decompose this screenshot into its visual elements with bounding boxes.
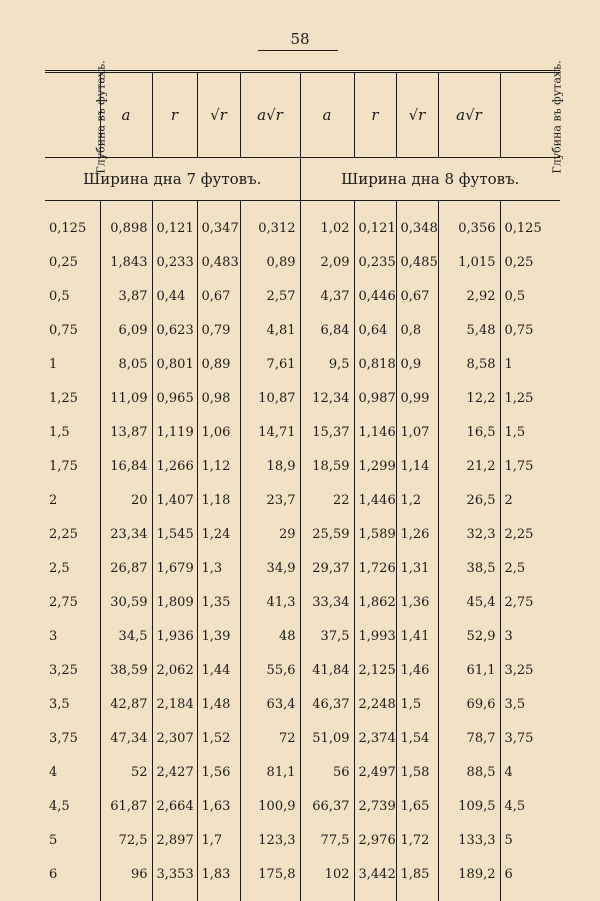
cell-a-sqrt-r-right: 0,356 bbox=[438, 211, 500, 245]
cell-a-right: 9,5 bbox=[300, 347, 354, 381]
cell-depth-left: 6 bbox=[49, 866, 58, 882]
cell-a-left: 52 bbox=[100, 755, 152, 789]
cell-depth-left: 0,25 bbox=[49, 254, 78, 270]
cell-a-right: 15,37 bbox=[300, 415, 354, 449]
cell-depth-right: 1,75 bbox=[500, 449, 560, 483]
cell-r-right: 0,64 bbox=[354, 313, 396, 347]
cell-a-left: 11,09 bbox=[100, 381, 152, 415]
cell-sqrt-r-right: 1,2 bbox=[396, 483, 438, 517]
cell-r-left: 1,936 bbox=[152, 619, 197, 653]
cell-a-sqrt-r-left: 55,6 bbox=[240, 653, 300, 687]
cell-depth-left: 2,5 bbox=[49, 560, 70, 576]
cell-depth-right: 2,5 bbox=[500, 551, 560, 585]
cell-depth-left: 2 bbox=[49, 492, 58, 508]
cell-a-sqrt-r-right: 109,5 bbox=[438, 789, 500, 823]
cell-depth-right: 4 bbox=[500, 755, 560, 789]
cell-a-sqrt-r-left: 10,87 bbox=[240, 381, 300, 415]
cell-sqrt-r-left: 0,483 bbox=[197, 245, 240, 279]
cell-r-right: 0,818 bbox=[354, 347, 396, 381]
cell-r-left: 2,664 bbox=[152, 789, 197, 823]
page-number: 58 bbox=[290, 30, 310, 48]
cell-a-right: 22 bbox=[300, 483, 354, 517]
cell-a-sqrt-r-right: 2,92 bbox=[438, 279, 500, 313]
cell-r-right: 1,862 bbox=[354, 585, 396, 619]
cell-a-right: 46,37 bbox=[300, 687, 354, 721]
spacer-cell bbox=[396, 201, 438, 212]
cell-sqrt-r-right: 0,99 bbox=[396, 381, 438, 415]
cell-sqrt-r-right: 1,58 bbox=[396, 755, 438, 789]
cell-sqrt-r-right: 1,31 bbox=[396, 551, 438, 585]
cell-a-sqrt-r-right: 16,5 bbox=[438, 415, 500, 449]
cell-r-left: 0,121 bbox=[152, 211, 197, 245]
cell-sqrt-r-left: 1,39 bbox=[197, 619, 240, 653]
spacer-cell bbox=[152, 201, 197, 212]
cell-sqrt-r-left: 1,52 bbox=[197, 721, 240, 755]
cell-depth-right: 0,125 bbox=[500, 211, 560, 245]
column-header-row bbox=[45, 72, 560, 158]
cell-depth-left: 1,5 bbox=[49, 424, 70, 440]
cell-sqrt-r-right: 1,72 bbox=[396, 823, 438, 857]
table-row bbox=[45, 347, 560, 381]
table-row bbox=[45, 857, 560, 891]
cell-a-left: 47,34 bbox=[100, 721, 152, 755]
cell-a-left: 72,5 bbox=[100, 823, 152, 857]
cell-a-right: 41,84 bbox=[300, 653, 354, 687]
spacer-cell bbox=[100, 201, 152, 212]
cell-depth-left: 4,5 bbox=[49, 798, 70, 814]
cell-a-right: 12,34 bbox=[300, 381, 354, 415]
cell-r-right: 2,497 bbox=[354, 755, 396, 789]
cell-r-right: 0,987 bbox=[354, 381, 396, 415]
cell-a-right: 66,37 bbox=[300, 789, 354, 823]
cell-r-right: 2,739 bbox=[354, 789, 396, 823]
cell-depth-left: 1,25 bbox=[49, 390, 78, 406]
table-row bbox=[45, 755, 560, 789]
cell-depth-left: 0,125 bbox=[49, 220, 87, 236]
cell-depth-right: 2 bbox=[500, 483, 560, 517]
cell-a-sqrt-r-left: 100,9 bbox=[240, 789, 300, 823]
cell-depth-left: 4 bbox=[49, 764, 58, 780]
spacer-row bbox=[45, 201, 560, 212]
cell-r-left: 2,897 bbox=[152, 823, 197, 857]
cell-a-left: 3,87 bbox=[100, 279, 152, 313]
cell-a-sqrt-r-right: 133,3 bbox=[438, 823, 500, 857]
cell-r-left: 1,119 bbox=[152, 415, 197, 449]
cell-a-left: 23,34 bbox=[100, 517, 152, 551]
cell-sqrt-r-right: 1,54 bbox=[396, 721, 438, 755]
cell-a-right: 51,09 bbox=[300, 721, 354, 755]
cell-depth-right: 4,5 bbox=[500, 789, 560, 823]
cell-a-sqrt-r-left: 0,89 bbox=[240, 245, 300, 279]
spacer-cell bbox=[197, 201, 240, 212]
cell-r-left: 1,809 bbox=[152, 585, 197, 619]
spacer-cell bbox=[300, 201, 354, 212]
table-row bbox=[45, 517, 560, 551]
cell-sqrt-r-right: 1,46 bbox=[396, 653, 438, 687]
cell-r-right: 0,446 bbox=[354, 279, 396, 313]
cell-sqrt-r-left: 1,12 bbox=[197, 449, 240, 483]
cell-a-sqrt-r-right: 88,5 bbox=[438, 755, 500, 789]
cell-r-right: 1,589 bbox=[354, 517, 396, 551]
cell-sqrt-r-left: 1,48 bbox=[197, 687, 240, 721]
cell-depth-right: 1,25 bbox=[500, 381, 560, 415]
cell-sqrt-r-right: 1,41 bbox=[396, 619, 438, 653]
cell-r-right: 3,442 bbox=[354, 857, 396, 891]
cell-sqrt-r-right: 0,485 bbox=[396, 245, 438, 279]
cell-depth-right: 2,25 bbox=[500, 517, 560, 551]
cell-a-sqrt-r-right: 38,5 bbox=[438, 551, 500, 585]
cell-depth-right: 0,25 bbox=[500, 245, 560, 279]
cell-depth-right: 6 bbox=[500, 857, 560, 891]
cell-sqrt-r-left: 0,79 bbox=[197, 313, 240, 347]
cell-a-sqrt-r-right: 45,4 bbox=[438, 585, 500, 619]
table-row bbox=[45, 789, 560, 823]
cell-depth-right: 5 bbox=[500, 823, 560, 857]
cell-r-left: 1,407 bbox=[152, 483, 197, 517]
table-row bbox=[45, 279, 560, 313]
cell-sqrt-r-left: 1,3 bbox=[197, 551, 240, 585]
cell-a-right: 4,37 bbox=[300, 279, 354, 313]
cell-a-sqrt-r-left: 23,7 bbox=[240, 483, 300, 517]
spacer-cell bbox=[438, 201, 500, 212]
group-header-row bbox=[45, 158, 560, 201]
table-row bbox=[45, 211, 560, 245]
cell-r-right: 0,235 bbox=[354, 245, 396, 279]
cell-a-left: 30,59 bbox=[100, 585, 152, 619]
spacer-cell bbox=[354, 201, 396, 212]
header-a-right: a bbox=[300, 72, 354, 158]
cell-depth-left: 5 bbox=[49, 832, 58, 848]
cell-sqrt-r-left: 1,06 bbox=[197, 415, 240, 449]
header-r-left: r bbox=[152, 72, 197, 158]
cell-a-sqrt-r-right: 1,015 bbox=[438, 245, 500, 279]
cell-a-right: 1,02 bbox=[300, 211, 354, 245]
spacer-cell bbox=[45, 201, 100, 212]
spacer-cell bbox=[500, 201, 560, 212]
cell-a-left: 1,843 bbox=[100, 245, 152, 279]
table-row bbox=[45, 823, 560, 857]
cell-r-left: 2,062 bbox=[152, 653, 197, 687]
cell-depth-right: 0,75 bbox=[500, 313, 560, 347]
group-right-label: Ширина дна 8 футовъ. bbox=[300, 158, 560, 201]
cell-sqrt-r-left: 1,83 bbox=[197, 857, 240, 891]
header-depth-right bbox=[500, 60, 564, 174]
cell-a-sqrt-r-left: 14,71 bbox=[240, 415, 300, 449]
cell-a-right: 18,59 bbox=[300, 449, 354, 483]
cell-a-sqrt-r-right: 21,2 bbox=[438, 449, 500, 483]
cell-depth-right: 2,75 bbox=[500, 585, 560, 619]
cell-sqrt-r-right: 0,348 bbox=[396, 211, 438, 245]
cell-a-sqrt-r-left: 123,3 bbox=[240, 823, 300, 857]
cell-r-left: 0,44 bbox=[152, 279, 197, 313]
cell-a-right: 102 bbox=[300, 857, 354, 891]
cell-depth-left: 3,5 bbox=[49, 696, 70, 712]
cell-a-left: 96 bbox=[100, 857, 152, 891]
table-row bbox=[45, 313, 560, 347]
header-a-sqrt-r-right: a√r bbox=[438, 72, 500, 158]
cell-depth-left: 3,75 bbox=[49, 730, 78, 746]
cell-a-right: 56 bbox=[300, 755, 354, 789]
cell-a-sqrt-r-left: 41,3 bbox=[240, 585, 300, 619]
cell-depth-left: 1 bbox=[49, 356, 58, 372]
page-number-rule bbox=[258, 50, 338, 51]
cell-a-right: 29,37 bbox=[300, 551, 354, 585]
cell-a-sqrt-r-left: 34,9 bbox=[240, 551, 300, 585]
cell-r-right: 2,248 bbox=[354, 687, 396, 721]
spacer-cell bbox=[240, 201, 300, 212]
flow-table bbox=[45, 60, 564, 901]
table-row bbox=[45, 415, 560, 449]
table-row bbox=[45, 687, 560, 721]
cell-r-right: 2,976 bbox=[354, 823, 396, 857]
cell-depth-right: 1,5 bbox=[500, 415, 560, 449]
cell-sqrt-r-right: 1,14 bbox=[396, 449, 438, 483]
cell-sqrt-r-right: 1,85 bbox=[396, 857, 438, 891]
cell-a-sqrt-r-right: 26,5 bbox=[438, 483, 500, 517]
cell-depth-left: 3,25 bbox=[49, 662, 78, 678]
cell-sqrt-r-left: 1,56 bbox=[197, 755, 240, 789]
cell-a-left: 0,898 bbox=[100, 211, 152, 245]
cell-sqrt-r-right: 1,5 bbox=[396, 687, 438, 721]
cell-r-left: 0,233 bbox=[152, 245, 197, 279]
cell-depth-right: 0,5 bbox=[500, 279, 560, 313]
table-row bbox=[45, 619, 560, 653]
cell-sqrt-r-right: 1,36 bbox=[396, 585, 438, 619]
cell-a-left: 8,05 bbox=[100, 347, 152, 381]
cell-a-sqrt-r-left: 18,9 bbox=[240, 449, 300, 483]
cell-a-right: 6,84 bbox=[300, 313, 354, 347]
cell-r-right: 2,374 bbox=[354, 721, 396, 755]
cell-a-sqrt-r-right: 5,48 bbox=[438, 313, 500, 347]
cell-sqrt-r-left: 1,24 bbox=[197, 517, 240, 551]
cell-a-sqrt-r-right: 189,2 bbox=[438, 857, 500, 891]
table-row bbox=[45, 653, 560, 687]
cell-depth-right: 3 bbox=[500, 619, 560, 653]
cell-sqrt-r-right: 0,8 bbox=[396, 313, 438, 347]
cell-a-left: 38,59 bbox=[100, 653, 152, 687]
table-row bbox=[45, 483, 560, 517]
table-row bbox=[45, 245, 560, 279]
cell-depth-right: 3,75 bbox=[500, 721, 560, 755]
cell-sqrt-r-right: 1,26 bbox=[396, 517, 438, 551]
cell-r-left: 0,623 bbox=[152, 313, 197, 347]
cell-a-sqrt-r-left: 4,81 bbox=[240, 313, 300, 347]
cell-sqrt-r-left: 0,98 bbox=[197, 381, 240, 415]
cell-a-sqrt-r-left: 63,4 bbox=[240, 687, 300, 721]
cell-a-left: 42,87 bbox=[100, 687, 152, 721]
cell-r-left: 0,801 bbox=[152, 347, 197, 381]
cell-r-right: 2,125 bbox=[354, 653, 396, 687]
cell-depth-left: 1,75 bbox=[49, 458, 78, 474]
cell-a-sqrt-r-left: 7,61 bbox=[240, 347, 300, 381]
cell-a-right: 77,5 bbox=[300, 823, 354, 857]
cell-r-left: 1,679 bbox=[152, 551, 197, 585]
cell-r-right: 1,446 bbox=[354, 483, 396, 517]
cell-a-left: 26,87 bbox=[100, 551, 152, 585]
table-body bbox=[45, 211, 560, 901]
cell-a-sqrt-r-right: 52,9 bbox=[438, 619, 500, 653]
cell-r-left: 0,965 bbox=[152, 381, 197, 415]
cell-a-left: 20 bbox=[100, 483, 152, 517]
cell-sqrt-r-left: 0,89 bbox=[197, 347, 240, 381]
group-left-label: Ширина дна 7 футовъ. bbox=[45, 158, 300, 201]
cell-r-right: 1,993 bbox=[354, 619, 396, 653]
cell-a-sqrt-r-right: 78,7 bbox=[438, 721, 500, 755]
cell-sqrt-r-left: 1,44 bbox=[197, 653, 240, 687]
cell-a-sqrt-r-right: 12,2 bbox=[438, 381, 500, 415]
cell-a-sqrt-r-left: 72 bbox=[240, 721, 300, 755]
header-r-right: r bbox=[354, 72, 396, 158]
cell-r-right: 1,146 bbox=[354, 415, 396, 449]
cell-sqrt-r-right: 1,07 bbox=[396, 415, 438, 449]
cell-a-sqrt-r-left: 175,8 bbox=[240, 857, 300, 891]
cell-a-right: 33,34 bbox=[300, 585, 354, 619]
cell-a-sqrt-r-left: 81,1 bbox=[240, 755, 300, 789]
header-depth-left-text: Глубина въ футахъ. bbox=[94, 60, 108, 174]
cell-a-left: 6,09 bbox=[100, 313, 152, 347]
header-sqrt-r-right: √r bbox=[396, 72, 438, 158]
cell-depth-right: 3,5 bbox=[500, 687, 560, 721]
table-row bbox=[45, 381, 560, 415]
cell-r-left: 2,307 bbox=[152, 721, 197, 755]
cell-a-sqrt-r-left: 0,312 bbox=[240, 211, 300, 245]
cell-depth-right: 1 bbox=[500, 347, 560, 381]
table-row bbox=[45, 721, 560, 755]
cell-depth-left: 3 bbox=[49, 628, 58, 644]
cell-depth-left: 2,75 bbox=[49, 594, 78, 610]
cell-r-left: 1,266 bbox=[152, 449, 197, 483]
cell-sqrt-r-left: 1,35 bbox=[197, 585, 240, 619]
cell-depth-left: 2,25 bbox=[49, 526, 78, 542]
cell-a-sqrt-r-right: 69,6 bbox=[438, 687, 500, 721]
cell-r-right: 1,726 bbox=[354, 551, 396, 585]
cell-r-left: 2,427 bbox=[152, 755, 197, 789]
cell-sqrt-r-left: 0,67 bbox=[197, 279, 240, 313]
cell-a-right: 25,59 bbox=[300, 517, 354, 551]
cell-sqrt-r-right: 1,65 bbox=[396, 789, 438, 823]
cell-sqrt-r-right: 0,9 bbox=[396, 347, 438, 381]
cell-r-left: 3,353 bbox=[152, 857, 197, 891]
header-depth-left bbox=[45, 60, 108, 174]
cell-depth-right: 3,25 bbox=[500, 653, 560, 687]
cell-a-sqrt-r-left: 2,57 bbox=[240, 279, 300, 313]
cell-a-sqrt-r-right: 61,1 bbox=[438, 653, 500, 687]
header-sqrt-r-left: √r bbox=[197, 72, 240, 158]
cell-a-left: 13,87 bbox=[100, 415, 152, 449]
table bbox=[45, 60, 564, 901]
table-row bbox=[45, 585, 560, 619]
header-depth-right-text: Глубина въ футахъ. bbox=[550, 60, 564, 174]
cell-a-sqrt-r-left: 29 bbox=[240, 517, 300, 551]
cell-a-sqrt-r-right: 32,3 bbox=[438, 517, 500, 551]
cell-a-left: 34,5 bbox=[100, 619, 152, 653]
cell-r-right: 1,299 bbox=[354, 449, 396, 483]
table-row bbox=[45, 449, 560, 483]
cell-sqrt-r-right: 0,67 bbox=[396, 279, 438, 313]
cell-a-right: 2,09 bbox=[300, 245, 354, 279]
cell-depth-left: 0,5 bbox=[49, 288, 70, 304]
cell-a-right: 37,5 bbox=[300, 619, 354, 653]
cell-depth-left: 0,75 bbox=[49, 322, 78, 338]
cell-a-sqrt-r-left: 48 bbox=[240, 619, 300, 653]
cell-r-left: 1,545 bbox=[152, 517, 197, 551]
header-a-sqrt-r-left: a√r bbox=[240, 72, 300, 158]
cell-a-left: 16,84 bbox=[100, 449, 152, 483]
cell-a-sqrt-r-right: 8,58 bbox=[438, 347, 500, 381]
cell-r-left: 2,184 bbox=[152, 687, 197, 721]
cell-sqrt-r-left: 1,18 bbox=[197, 483, 240, 517]
header-a-left: a bbox=[100, 72, 152, 158]
cell-sqrt-r-left: 1,7 bbox=[197, 823, 240, 857]
cell-a-left: 61,87 bbox=[100, 789, 152, 823]
table-row bbox=[45, 551, 560, 585]
cell-r-right: 0,121 bbox=[354, 211, 396, 245]
cell-sqrt-r-left: 1,63 bbox=[197, 789, 240, 823]
cell-sqrt-r-left: 0,347 bbox=[197, 211, 240, 245]
